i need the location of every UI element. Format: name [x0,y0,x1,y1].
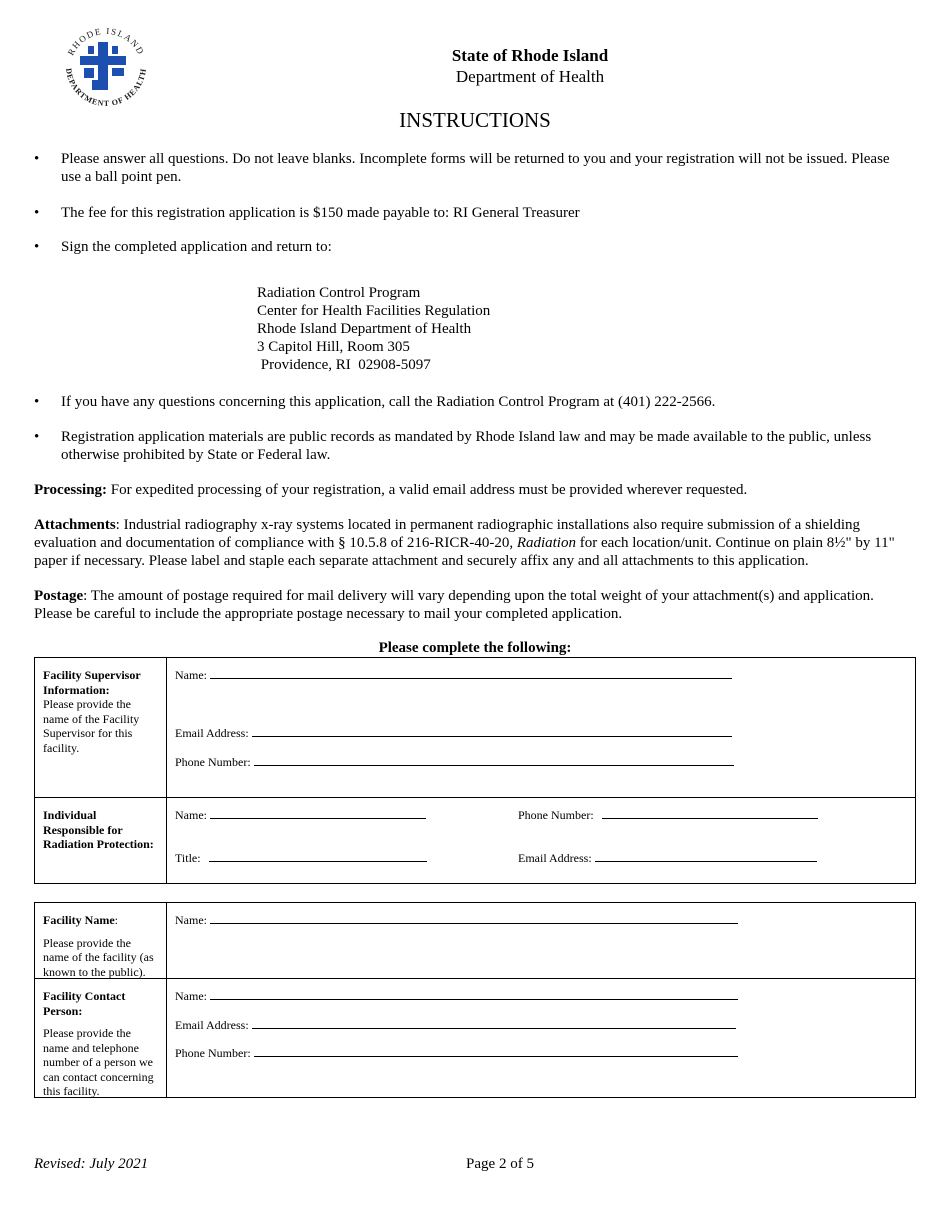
org-subtitle: Department of Health [455,67,605,86]
processing-text: For expedited processing of your registration, a valid email address must be provided wherever requested. [107,482,748,498]
bullet-text: If you have any questions concerning this application, call the Radiation Control Program at (401) 222-2566. [61,394,716,410]
contact-phone-line[interactable] [254,1046,738,1057]
bullet-text: Registration application materials are public records as mandated by Rhode Island law and may be made available to the public, unless otherwise prohibited by State or Federal law. [61,429,872,463]
facility-table [34,902,916,1098]
address-line: Radiation Control Program [257,285,421,301]
supervisor-row [35,658,915,798]
bullet-icon: • [34,239,40,255]
page-number: Page 2 of 5 [466,1156,534,1172]
attachments-italic: Radiation [516,535,576,551]
facility-name-label-cell [35,903,167,978]
processing-paragraph [34,481,914,499]
contact-name-line[interactable] [210,989,738,1000]
bullet-icon: • [34,394,40,410]
supervisor-phone-line[interactable] [254,755,734,766]
field-label: Title: [175,851,201,865]
supervisor-desc: Please provide the name of the Facility Supervisor for this facility. [43,697,140,755]
address-line: Center for Health Facilities Regulation [257,303,491,319]
field-label: Phone Number: [175,1046,251,1060]
processing-label: Processing: [34,482,108,498]
contact-email-field[interactable] [175,1018,736,1033]
bullet-text: Sign the completed application and return to: [61,239,332,255]
contact-title: Facility Contact Person: [43,989,126,1018]
field-label: Phone Number: [518,808,594,822]
individual-name-field[interactable] [175,808,426,823]
bullet-icon: • [34,429,40,445]
contact-name-field[interactable] [175,989,738,1004]
individual-email-line[interactable] [595,851,817,862]
field-label: Name: [175,913,207,927]
address-line: Providence, RI 02908-5097 [257,357,431,373]
individual-phone-field[interactable] [518,808,818,823]
logo-cross-icon [80,42,126,90]
contact-row [35,979,915,1097]
individual-label-cell [35,798,167,883]
facility-name-title-suffix: : [114,913,118,927]
field-label: Email Address: [175,1018,249,1032]
supervisor-email-line[interactable] [252,726,732,737]
field-label: Phone Number: [175,755,251,769]
individual-phone-line[interactable] [602,808,818,819]
supervisor-name-line[interactable] [210,668,732,679]
contact-label-cell [35,979,167,1097]
revision-date: Revised: July 2021 [34,1156,149,1172]
org-title: State of Rhode Island [451,46,609,65]
attachments-text-after: for each location/unit. Continue on plain 8½" by 11" paper if necessary. Please label and staple each separate attachment and securely affix any and all attachments to this application. [34,535,895,569]
form-heading: Please complete the following: [378,640,572,656]
bullet-text: Please answer all questions. Do not leave blanks. Incomplete forms will be returned to you and your registration will not be issued. Please use a ball point pen. [61,151,890,185]
field-label: Name: [175,989,207,1003]
page-title: INSTRUCTIONS [399,108,551,132]
contact-phone-field[interactable] [175,1046,738,1061]
supervisor-table [34,657,916,884]
individual-row [35,798,915,883]
attachments-paragraph [34,516,914,570]
facility-name-desc: Please provide the name of the facility (as known to the public). [43,935,154,979]
field-label: Name: [175,808,207,822]
field-label: Email Address: [175,726,249,740]
individual-title-line[interactable] [209,851,427,862]
facility-name-title: Facility Name [43,913,115,927]
attachments-label: Attachments [34,517,116,533]
contact-desc: Please provide the name and telephone number of a person we can contact concerning this facility. [43,1026,154,1098]
facility-name-field[interactable] [175,913,738,928]
facility-name-line[interactable] [210,913,738,924]
supervisor-name-field[interactable] [175,668,732,683]
individual-title: Individual Responsible for Radiation Protection: [43,808,154,851]
rhode-island-health-logo [58,22,154,114]
field-label: Email Address: [518,851,592,865]
mailing-address [257,284,490,374]
supervisor-label-cell [35,658,167,797]
attachments-text: : Industrial radiography x-ray systems located in permanent radiographic installations also require submission of a shielding evaluation and documentation of compliance with § 10.5.8 of 216-RICR-40-20, [34,517,861,551]
address-line: Rhode Island Department of Health [257,321,472,337]
field-label: Name: [175,668,207,682]
individual-title-field[interactable] [175,851,427,866]
contact-email-line[interactable] [252,1018,736,1029]
individual-email-field[interactable] [518,851,817,866]
facility-name-row [35,903,915,979]
bullet-icon: • [34,151,40,167]
logo-ring-top: RHODE ISLAND [65,25,147,57]
supervisor-email-field[interactable] [175,726,732,741]
postage-paragraph [34,587,914,623]
postage-label: Postage [34,588,84,604]
supervisor-phone-field[interactable] [175,755,734,770]
individual-name-line[interactable] [210,808,426,819]
logo-ring-bottom: DEPARTMENT OF HEALTH [63,67,149,109]
postage-text: : The amount of postage required for mail delivery will vary depending upon the total weight of your attachment(s) and application. Please be careful to include the appropriate postage necessary to mail your completed application. [34,588,874,622]
bullet-icon: • [34,205,40,221]
supervisor-title: Facility Supervisor Information: [43,668,141,697]
bullet-text: The fee for this registration application is $150 made payable to: RI General Treasurer [61,205,580,221]
address-line: 3 Capitol Hill, Room 305 [257,339,410,355]
